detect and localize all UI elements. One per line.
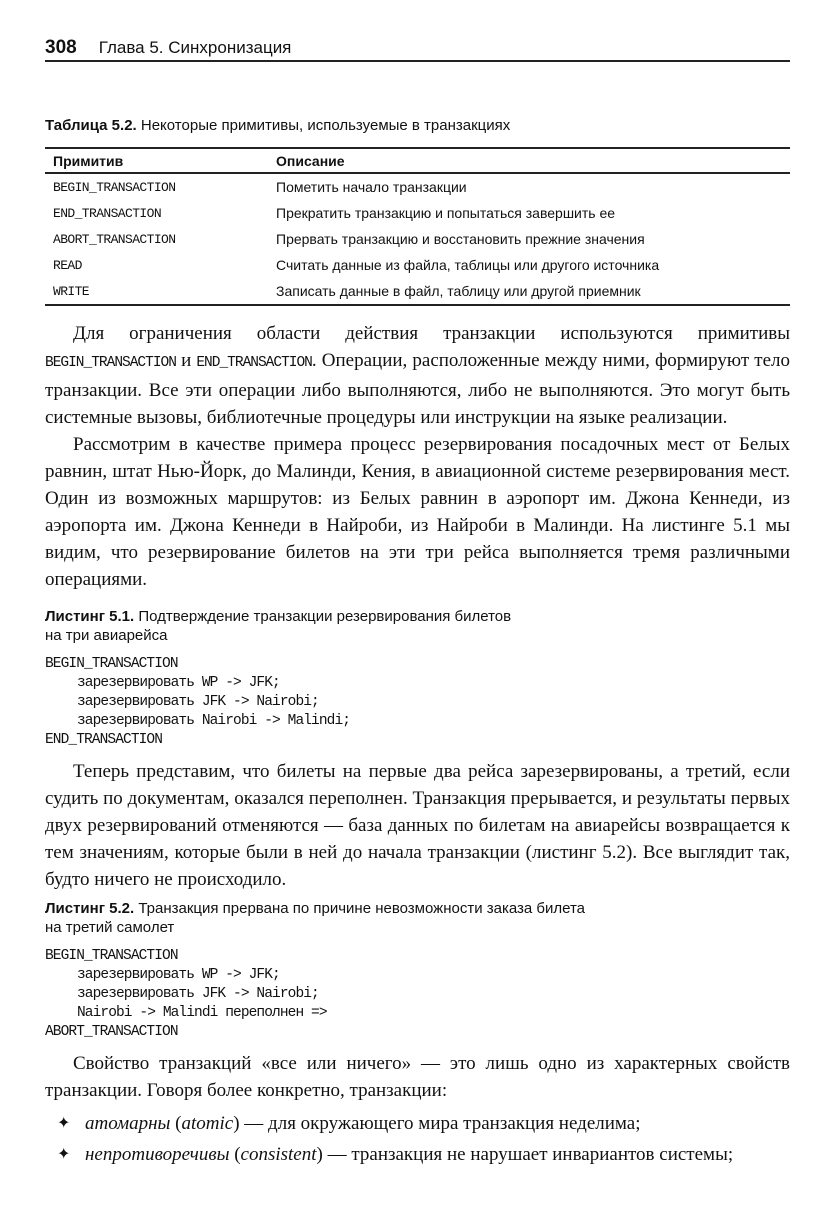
code-line: зарезервировать Nairobi -> Malindi; — [77, 713, 351, 729]
table-row — [45, 226, 790, 252]
term-english: atomic — [181, 1113, 234, 1134]
description-cell: Пометить начало транзакции — [276, 179, 467, 195]
list-item-content: атомарны (atomic) — для окружающего мира транзакция неделима; — [85, 1113, 641, 1134]
primitives-table — [45, 147, 790, 306]
listing-1-code — [45, 655, 790, 750]
listing-2-code — [45, 947, 790, 1042]
paragraph-2: Рассмотрим в качестве примера процесс резервирования посадочных мест от Белых равнин, штат Нью-Йорк, до Малинди, Кения, в авиационной системе резервирования мест. Один из возможных маршрутов: из Белых равнин в аэропорт им. Джона Кеннеди, из аэропорта им. Джона Кеннеди в Найроби, из Найроби в Малинди. На листинге 5.1 мы видим, что резервирование билетов на эти три рейса выполняется тремя различными операциями. — [45, 434, 790, 590]
item-text: — для окружающего мира транзакция неделима; — [239, 1113, 641, 1134]
description-cell: Прервать транзакцию и восстановить прежние значения — [276, 231, 645, 247]
listing-label: Листинг 5.1. — [45, 608, 135, 625]
item-text: — транзакция не нарушает инвариантов системы; — [322, 1144, 734, 1165]
listing-title: Подтверждение транзакции резервирования билетов — [134, 608, 512, 625]
paragraph-1 — [45, 320, 790, 431]
code-line: Nairobi -> Malindi переполнен => — [77, 1005, 327, 1021]
page-number: 308 — [45, 37, 77, 58]
text: . Операции, расположенные между ними, формируют тело транзакции. Все эти операции либо выполняются, либо не выполняются. Это могут быть системные вызовы, библиотечные процедуры или инструкции на языке реализации. — [45, 350, 790, 428]
list-item — [45, 1110, 790, 1137]
paragraph-4: Свойство транзакций «все или ничего» — это лишь одно из характерных свойств транзакции. Говоря более конкретно, транзакции: — [45, 1053, 790, 1101]
chapter-title: Глава 5. Синхронизация — [98, 38, 292, 57]
book-page — [45, 0, 790, 1168]
column-header-primitive: Примитив — [45, 148, 268, 173]
listing-title: Транзакция прервана по причине невозможности заказа билета — [134, 900, 586, 917]
text: Для ограничения области действия транзакции используются примитивы — [73, 323, 790, 344]
properties-list — [45, 1110, 790, 1168]
listing-2-caption — [45, 899, 790, 937]
table-row — [45, 252, 790, 278]
code-line: ABORT_TRANSACTION — [45, 1024, 178, 1040]
term-english: consistent — [240, 1144, 317, 1165]
table-header-row — [45, 148, 790, 173]
listing-1-caption — [45, 607, 790, 645]
term: атомарны — [85, 1113, 171, 1134]
inline-code: BEGIN_TRANSACTION — [45, 355, 176, 371]
column-header-description: Описание — [268, 148, 790, 173]
primitive-cell: ABORT_TRANSACTION — [53, 231, 176, 247]
code-line: BEGIN_TRANSACTION — [45, 948, 178, 964]
primitive-cell: READ — [53, 257, 82, 273]
description-cell: Записать данные в файл, таблицу или другой приемник — [276, 283, 641, 299]
inline-code: END_TRANSACTION — [196, 355, 312, 371]
code-line: BEGIN_TRANSACTION — [45, 656, 178, 672]
table-caption-label: Таблица 5.2. — [45, 117, 137, 134]
bullet-star-icon: ✦ — [57, 1146, 71, 1163]
description-cell: Считать данные из файла, таблицы или другого источника — [276, 257, 660, 273]
code-line: END_TRANSACTION — [45, 732, 163, 748]
table-caption-text: Некоторые примитивы, используемые в транзакциях — [136, 117, 511, 134]
table-caption — [45, 116, 790, 135]
table-row — [45, 200, 790, 226]
listing-title: на три авиарейса — [45, 627, 168, 644]
code-line: зарезервировать WP -> JFK; — [77, 967, 280, 983]
list-item — [45, 1141, 790, 1168]
term: непротиворечивы — [85, 1144, 230, 1165]
listing-label: Листинг 5.2. — [45, 900, 135, 917]
text: и — [175, 350, 197, 371]
running-header — [45, 38, 790, 62]
list-item-content: непротиворечивы (consistent) — транзакция не нарушает инвариантов системы; — [85, 1144, 734, 1165]
primitive-cell: END_TRANSACTION — [53, 205, 162, 221]
primitive-cell: BEGIN_TRANSACTION — [53, 179, 176, 195]
code-line: зарезервировать WP -> JFK; — [77, 675, 280, 691]
listing-title: на третий самолет — [45, 919, 175, 936]
table-row — [45, 173, 790, 200]
description-cell: Прекратить транзакцию и попытаться завершить ее — [276, 205, 616, 221]
table-row — [45, 278, 790, 305]
primitive-cell: WRITE — [53, 283, 90, 299]
code-line: зарезервировать JFK -> Nairobi; — [77, 986, 319, 1002]
paragraph-3: Теперь представим, что билеты на первые два рейса зарезервированы, а третий, если судить по документам, оказался переполнен. Транзакция прерывается, и результаты первых двух резервирований отменяются — база данных по билетам на авиарейсы возвращается к тем значениям, которые были в ней до начала транзакции (листинг 5.2). Все выглядит так, будто ничего не происходило. — [45, 761, 790, 890]
bullet-star-icon: ✦ — [57, 1115, 71, 1132]
code-line: зарезервировать JFK -> Nairobi; — [77, 694, 319, 710]
